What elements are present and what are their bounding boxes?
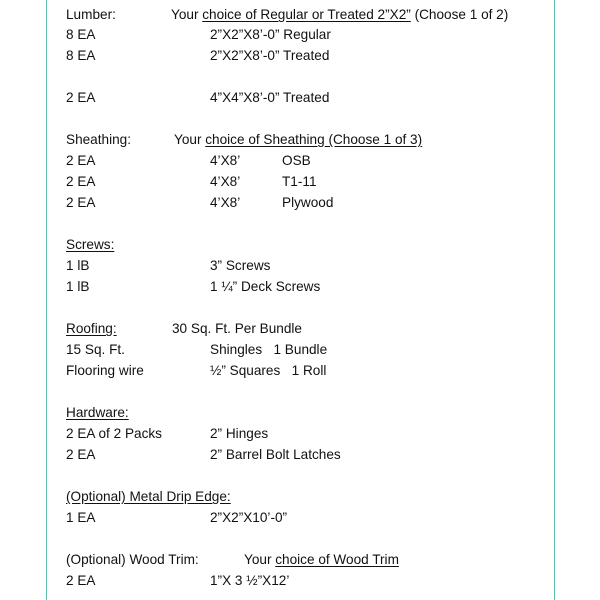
lumber-item-desc: 4”X4”X8’-0” Treated [210,90,330,105]
screws-item-desc: 3” Screws [210,258,271,273]
screws-item-qty: 1 lB [66,258,90,273]
wood-trim-choice-text: choice of Wood Trim [275,552,399,567]
lumber-item-desc: 2”X2”X8’-0” Regular [210,27,331,42]
lumber-heading: Lumber: [66,7,116,22]
sheathing-heading: Sheathing: [66,132,132,147]
roofing-item-qty: 15 Sq. Ft. [66,342,125,357]
roofing-item-desc: Shingles 1 Bundle [210,342,328,357]
sheathing-item-qty: 2 EA [66,195,96,210]
lumber-choice-line: Your choice of Regular or Treated 2”X2” (Choose 1 of 2) [171,7,509,22]
sheathing-item-type: OSB [282,153,311,168]
roofing-note: 30 Sq. Ft. Per Bundle [172,321,302,336]
sheathing-item-size: 4’X8’ [210,153,241,168]
sheathing-choice-text: choice of Sheathing [205,132,325,147]
screws-heading: Screws: [66,237,115,252]
sheathing-choice-line: Your choice of Sheathing (Choose 1 of 3) [174,132,423,147]
sheathing-item-type: T1-11 [282,174,317,189]
hardware-item-qty: 2 EA [66,447,96,462]
wood-trim-item-qty: 2 EA [66,573,96,588]
roofing-heading: Roofing: [66,321,117,336]
sheathing-item-size: 4’X8’ [210,195,241,210]
drip-edge-item-qty: 1 EA [66,510,96,525]
lumber-choice-text: choice of Regular or Treated 2”X2” [202,7,411,22]
wood-trim-heading: (Optional) Wood Trim: [66,552,199,567]
sheathing-item-qty: 2 EA [66,153,96,168]
wood-trim-item-desc: 1”X 3 ½”X12’ [210,573,290,588]
wood-trim-choice-line: Your choice of Wood Trim [244,552,399,567]
sheathing-item-size: 4’X8’ [210,174,241,189]
sheathing-item-qty: 2 EA [66,174,96,189]
lumber-item-qty: 2 EA [66,90,96,105]
drip-edge-heading: (Optional) Metal Drip Edge: [66,489,231,504]
roofing-item-qty: Flooring wire [66,363,144,378]
lumber-item-desc: 2”X2”X8’-0” Treated [210,48,330,63]
hardware-item-desc: 2” Barrel Bolt Latches [210,447,341,462]
hardware-heading: Hardware: [66,405,129,420]
lumber-item-qty: 8 EA [66,27,96,42]
drip-edge-item-desc: 2”X2”X10’-0” [210,510,288,525]
screws-item-desc: 1 ¼” Deck Screws [210,279,321,294]
hardware-item-desc: 2” Hinges [210,426,269,441]
screws-item-qty: 1 lB [66,279,90,294]
lumber-item-qty: 8 EA [66,48,96,63]
roofing-item-desc: ½” Squares 1 Roll [210,363,327,378]
sheathing-item-type: Plywood [282,195,334,210]
hardware-item-qty: 2 EA of 2 Packs [66,426,162,441]
